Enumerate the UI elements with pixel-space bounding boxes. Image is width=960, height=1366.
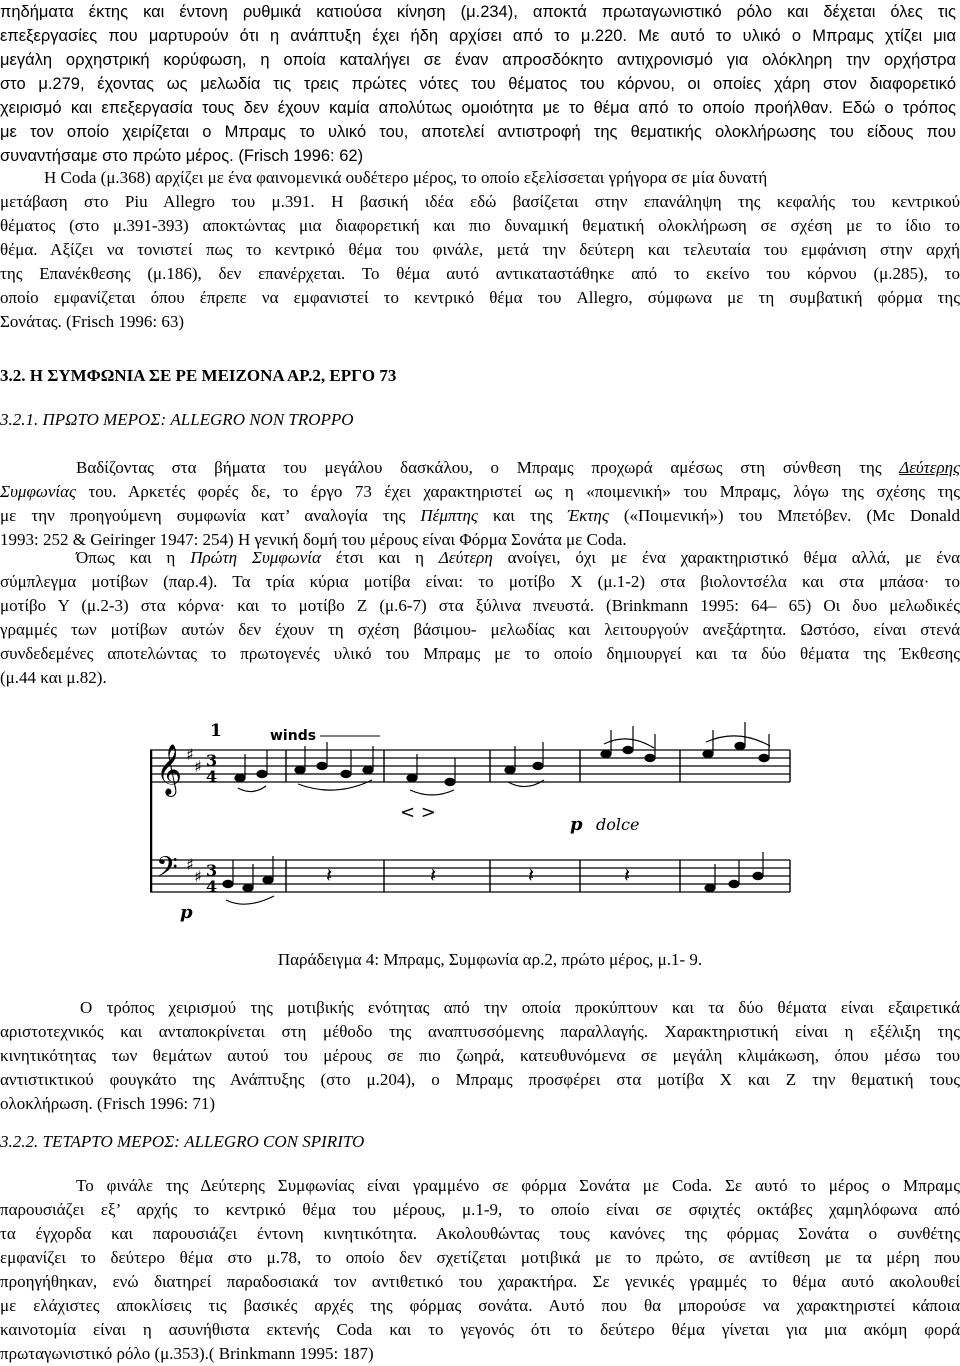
paragraph-motifs bbox=[0, 546, 960, 690]
sharp-icon: ♯ bbox=[194, 757, 202, 776]
text-line: με τον οποίο χειρίζεται ο Μπραμς το υλικό του, αποτελεί αντιστροφή της θεματικής ολοκλήρωσης του είδους που bbox=[0, 123, 956, 141]
text-line: τα έγχορδα και παρουσιάζει έντονη κινητικότητα. Ακολουθώντας τους κανόνες της φόρμας Σονάτα ο συνθέτης bbox=[0, 1224, 960, 1243]
text-line: μεγάλη ορχηστρική κορύφωση, η οποία καταλήγει σε έναν απροσδόκητο αντιχρονισμό για ολόκληρη την ορχήστρα bbox=[0, 51, 956, 69]
text-span: έτσι και η bbox=[320, 548, 439, 567]
figure-caption: Παράδειγμα 4: Μπραμς, Συμφωνία αρ.2, πρώτο μέρος, μ.1- 9. bbox=[277, 950, 703, 969]
text-line: Το φινάλε της Δεύτερης Συμφωνίας είναι γραμμένο σε φόρμα Σονάτα με Coda. Σε αυτό το μέρος ο Μπραμς bbox=[76, 1176, 960, 1195]
italic-title: Συμφωνίας bbox=[0, 482, 76, 501]
paragraph-finale bbox=[0, 1174, 960, 1366]
text-line: 1993: 252 & Geiringer 1947: 254) Η γενική δομή του μέρους είναι Φόρμα Σονάτα με Coda. bbox=[0, 530, 627, 549]
text-span: Η Coda (μ.368) αρχίζει με ένα φαινομενικά ουδέτερο μέρος, το οποίο εξελίσσεται γρήγορα σε μία δυνατή bbox=[44, 168, 768, 187]
subheading-text: 3.2.1. ΠΡΩΤΟ ΜΕΡΟΣ: ALLEGRO NON TROPPO bbox=[0, 410, 354, 429]
text-span: ανοίγει, όχι με ένα χαρακτηριστικό θέμα αλλά, με ένα bbox=[492, 548, 960, 567]
text-line: εμφανίζει το δεύτερο θέμα στο μ.78, το οποίο δεν σχετίζεται μοτιβικά με το πρώτο, σε αντίθεση με τα μέρη που bbox=[0, 1248, 960, 1267]
paragraph-intro bbox=[0, 0, 960, 168]
winds-label: winds bbox=[270, 728, 317, 744]
text-line: μετάβαση στο Piu Allegro του μ.391. Η βασική ιδέα εδώ βασίζεται στην επανάληψη της κεφαλής του κεντρικού bbox=[0, 192, 960, 211]
subsection-heading bbox=[0, 1130, 960, 1154]
text-line: μοτίβο Υ (μ.2-3) στα κόρνα· και το μοτίβο Ζ (μ.6-7) στα ξύλινα πνευστά. (Brinkmann 1995: 64– 65) Οι δυο μελωδικές bbox=[0, 596, 960, 615]
text-line: αριστοτεχνικός και ανταποκρίνεται στη μέθοδο της αναπτυσσόμενης παραλλαγής. Χαρακτηριστική είναι η εξέλιξη της bbox=[0, 1022, 960, 1041]
dynamic-marking: p bbox=[570, 814, 583, 835]
text-line bbox=[0, 456, 960, 480]
time-signature-top: 3 bbox=[206, 861, 218, 880]
italic-title: Πρώτη Συμφωνία bbox=[190, 548, 321, 567]
rest-icon: 𝄽 bbox=[326, 863, 333, 887]
text-line: στο μ.279, έχοντας ως μελωδία τις τρεις πρώτες νότες του θέματος του κόρνου, οι οποίες χάρη στον διαφορετικό bbox=[0, 75, 956, 93]
text-line: θέματος (στο μ.391-393) αποκτώντας μια διαφορετική και πιο δυναμική θεματική ολοκλήρωση σε σχέση με το ίδιο το bbox=[0, 216, 960, 235]
text-span: με την προηγούμενη συμφωνία κατ’ αναλογία της bbox=[0, 506, 421, 525]
text-line: χειρισμό και επεξεργασία τους δεν έχουν καμία απολύτως ομοιότητα με το θέμα από το οποίο προήλθαν. Εδώ ο τρόπος bbox=[0, 99, 956, 117]
hairpin-marks: < > bbox=[400, 802, 436, 823]
text-line: συναντήσαμε στο πρώτο μέρος. (Frisch 1996: 62) bbox=[0, 147, 364, 165]
italic-title: Πέμπτης bbox=[420, 506, 478, 525]
text-line: σύμπλεγμα μοτίβων (παρ.4). Τα τρία κύρια μοτίβα είναι: το μοτίβο Χ (μ.1-2) στα βιολοντσέλα και στα μπάσα· το bbox=[0, 572, 960, 591]
text-line: με ελάχιστες αποκλίσεις τις βασικές αρχές της φόρμας σονάτα. Αυτό που θα μπορούσε να χαρακτηριστεί κάποια bbox=[0, 1296, 960, 1315]
text-span: και της bbox=[477, 506, 568, 525]
text-span: του. Αρκετές φορές δε, το έργο 73 έχει χαρακτηριστεί ως η «ποιμενική» του Μπραμς, λόγω της σχέσης της bbox=[75, 482, 960, 501]
text-line bbox=[0, 166, 960, 190]
text-line: (μ.44 και μ.82). bbox=[0, 668, 107, 687]
text-line bbox=[0, 546, 960, 570]
bass-notes bbox=[223, 852, 763, 892]
dolce-label: dolce bbox=[596, 815, 640, 834]
text-span: Βαδίζοντας στα βήματα του μεγάλου δασκάλου, ο Μπραμς προχωρά αμέσως στη σύνθεση της bbox=[76, 458, 900, 477]
text-line: επεξεργασίες που μαρτυρούν ότι η ανάπτυξη έχει ήδη αρχίσει από το μ.220. Με αυτό το υλικό ο Μπραμς χτίζει μια bbox=[0, 27, 956, 45]
text-line: παρουσιάζει εξ’ αρχής το κεντρικό θέμα του μέρους, μ.1-9, το οποίο είναι σε σφιχτές οκτάβες χαμηλόφωνα από bbox=[0, 1200, 960, 1219]
text-line: ολοκλήρωση. (Frisch 1996: 71) bbox=[0, 1094, 216, 1113]
time-signature-top: 3 bbox=[206, 751, 218, 770]
paragraph-second-symphony bbox=[0, 456, 960, 552]
slur bbox=[226, 896, 274, 904]
text-line: καινοτομία είναι η ασυνήθιστα εκτενής Coda και το γεγονός ότι το δεύτερο θέμα γίνεται για μια ακόμη φορά bbox=[0, 1320, 960, 1339]
text-line: πρωταγωνιστικό ρόλο (μ.353).( Brinkmann 1995: 187) bbox=[0, 1344, 374, 1363]
text-line: Σονάτας. (Frisch 1996: 63) bbox=[0, 312, 185, 331]
measure-number: 1 bbox=[210, 721, 222, 741]
text-line bbox=[0, 504, 960, 528]
text-line: προηγήθηκαν, ενώ διατηρεί παραδοσιακά τον αντιθετικό του χαρακτήρα. Σε γενικές γραμμές το θέμα αυτό ακολουθεί bbox=[0, 1272, 960, 1291]
text-line: γραμμές των μοτίβων αυτών δεν έχουν τη σχέση βάσιμου- μελωδίας και λειτουργούν ανεξάρτητα. Ωστόσο, είναι στενά bbox=[0, 620, 960, 639]
treble-staff bbox=[150, 750, 790, 782]
time-signature-bottom: 4 bbox=[206, 877, 218, 896]
bass-clef-icon: 𝄢 bbox=[156, 851, 178, 891]
sharp-icon: ♯ bbox=[186, 745, 194, 764]
rest-icon: 𝄽 bbox=[430, 863, 437, 887]
paragraph-motivic-unity bbox=[0, 996, 960, 1116]
text-line: πηδήματα έκτης και έντονη ρυθμικά κατιούσα κίνηση (μ.234), αποκτά πρωταγωνιστικό ρόλο και δέχεται όλες τις bbox=[0, 3, 956, 21]
italic-title: Δεύτερης bbox=[899, 458, 960, 477]
paragraph-coda bbox=[0, 166, 960, 334]
italic-title: Έκτης bbox=[567, 506, 609, 525]
sharp-icon: ♯ bbox=[186, 855, 194, 874]
text-line: θέμα. Αξίζει να τονιστεί πως το κεντρικό θέμα του φινάλε, μετά την δεύτερη και τελευταία του εμφάνιση στην αρχή bbox=[0, 240, 960, 259]
text-line: κινητικότητας των θεμάτων αυτού του μέρους σε πιο ζωηρά, κατευθυνόμενα σε μεγάλη κλιμάκωση, όπου μέσω του bbox=[0, 1046, 960, 1065]
italic-title: Δεύτερη bbox=[438, 548, 493, 567]
sharp-icon: ♯ bbox=[194, 867, 202, 886]
text-line: της Επανέκθεσης (μ.186), δεν επανέρχεται. Το θέμα αυτό αντικαταστάθηκε από το εκείνο του κόρνου (μ.285), το bbox=[0, 264, 960, 283]
subsection-heading bbox=[0, 408, 960, 432]
text-line: αντιστικτικού φουγκάτο της Ανάπτυξης (στο μ.204), ο Μπραμς προσφέρει στα μοτίβα Χ και Ζ την θεματική τους bbox=[0, 1070, 960, 1089]
text-span: Όπως και η bbox=[76, 548, 191, 567]
text-line: Ο τρόπος χειρισμού της μοτιβικής ενότητας από την οποία προκύπτουν και τα δύο θέματα είναι εξαιρετικά bbox=[80, 998, 960, 1017]
section-heading: 3.2. Η ΣΥΜΦΩΝΙΑ ΣΕ ΡΕ ΜΕΙΖΟΝΑ ΑΡ.2, ΕΡΓΟ 73 bbox=[0, 366, 397, 385]
rest-icon: 𝄽 bbox=[624, 863, 631, 887]
text-line: οποίο εμφανίζεται όπου έπρεπε να εμφανιστεί το κεντρικό θέμα του Allegro, σύμφωνα με τη συμβατική φόρμα της bbox=[0, 288, 960, 307]
treble-clef-icon: 𝄞 bbox=[156, 744, 183, 795]
subheading-text: 3.2.2. ΤΕΤΑΡΤΟ ΜΕΡΟΣ: ALLEGRO CON SPIRITO bbox=[0, 1132, 365, 1151]
text-line bbox=[0, 480, 960, 504]
dynamic-marking: p bbox=[180, 902, 193, 923]
text-line: συνδεδεμένες αποτελώντας το πρωτογενές υλικό του Μπραμς με το οποίο δημιουργεί και τα δύο θέματα της Έκθεσης bbox=[0, 644, 960, 663]
text-span: («Ποιμενική») του Μπετόβεν. (Mc Donald bbox=[608, 506, 960, 525]
musical-score-example bbox=[150, 718, 800, 928]
rest-icon: 𝄽 bbox=[528, 863, 535, 887]
time-signature-bottom: 4 bbox=[206, 767, 218, 786]
